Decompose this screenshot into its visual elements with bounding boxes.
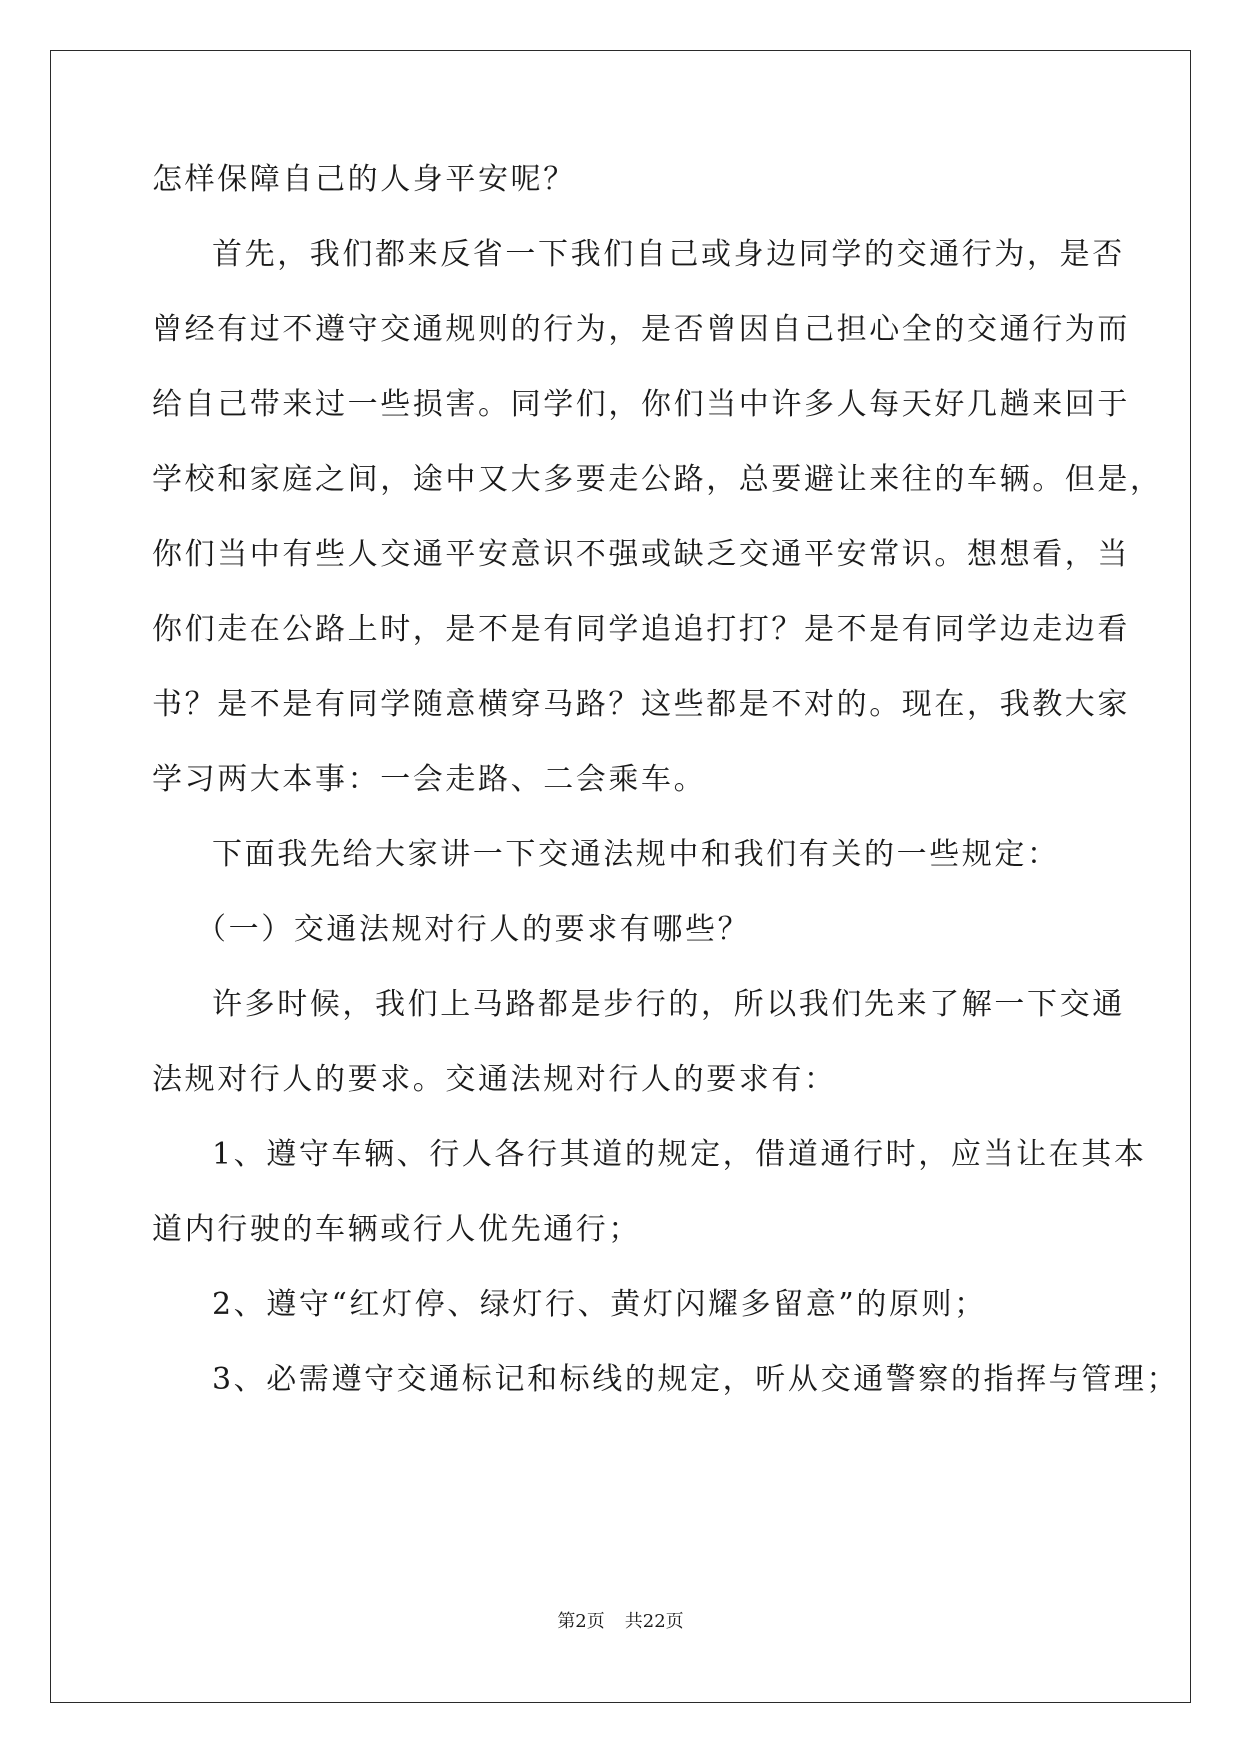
page-footer	[0, 1610, 1241, 1634]
page-total: 共22页	[624, 1611, 684, 1632]
paragraph-line: 许多时候，我们上马路都是步行的，所以我们先来了解一下交通	[212, 987, 1125, 1022]
text-line: 怎样保障自己的人身平安呢？	[152, 162, 576, 197]
text-line: 学习两大本事：一会走路、二会乘车。	[152, 762, 707, 797]
paragraph-line: 首先，我们都来反省一下我们自己或身边同学的交通行为，是否	[212, 237, 1125, 272]
page-border	[50, 50, 1191, 1703]
text-line: 法规对行人的要求。交通法规对行人的要求有：	[152, 1062, 837, 1097]
text-line: 道内行驶的车辆或行人优先通行；	[152, 1212, 641, 1247]
list-item: 3、必需遵守交通标记和标线的规定，听从交通警察的指挥与管理；	[212, 1362, 1180, 1397]
text-line: 曾经有过不遵守交通规则的行为，是否曾因自己担心全的交通行为而	[152, 312, 1130, 347]
paragraph-line: 下面我先给大家讲一下交通法规中和我们有关的一些规定：	[212, 837, 1060, 872]
list-item: 1、遵守车辆、行人各行其道的规定，借道通行时，应当让在其本	[212, 1137, 1147, 1172]
page-number: 第2页	[557, 1611, 605, 1632]
section-heading: （一）交通法规对行人的要求有哪些？	[196, 912, 751, 947]
text-line: 书？是不是有同学随意横穿马路？这些都是不对的。现在，我教大家	[152, 687, 1130, 722]
text-line: 给自己带来过一些损害。同学们，你们当中许多人每天好几趟来回于	[152, 387, 1130, 422]
text-line: 学校和家庭之间，途中又大多要走公路，总要避让来往的车辆。但是，	[152, 462, 1163, 497]
text-line: 你们当中有些人交通平安意识不强或缺乏交通平安常识。想想看，当	[152, 537, 1130, 572]
text-line: 你们走在公路上时，是不是有同学追追打打？是不是有同学边走边看	[152, 612, 1130, 647]
list-item: 2、遵守“红灯停、绿灯行、黄灯闪耀多留意”的原则；	[212, 1287, 987, 1322]
